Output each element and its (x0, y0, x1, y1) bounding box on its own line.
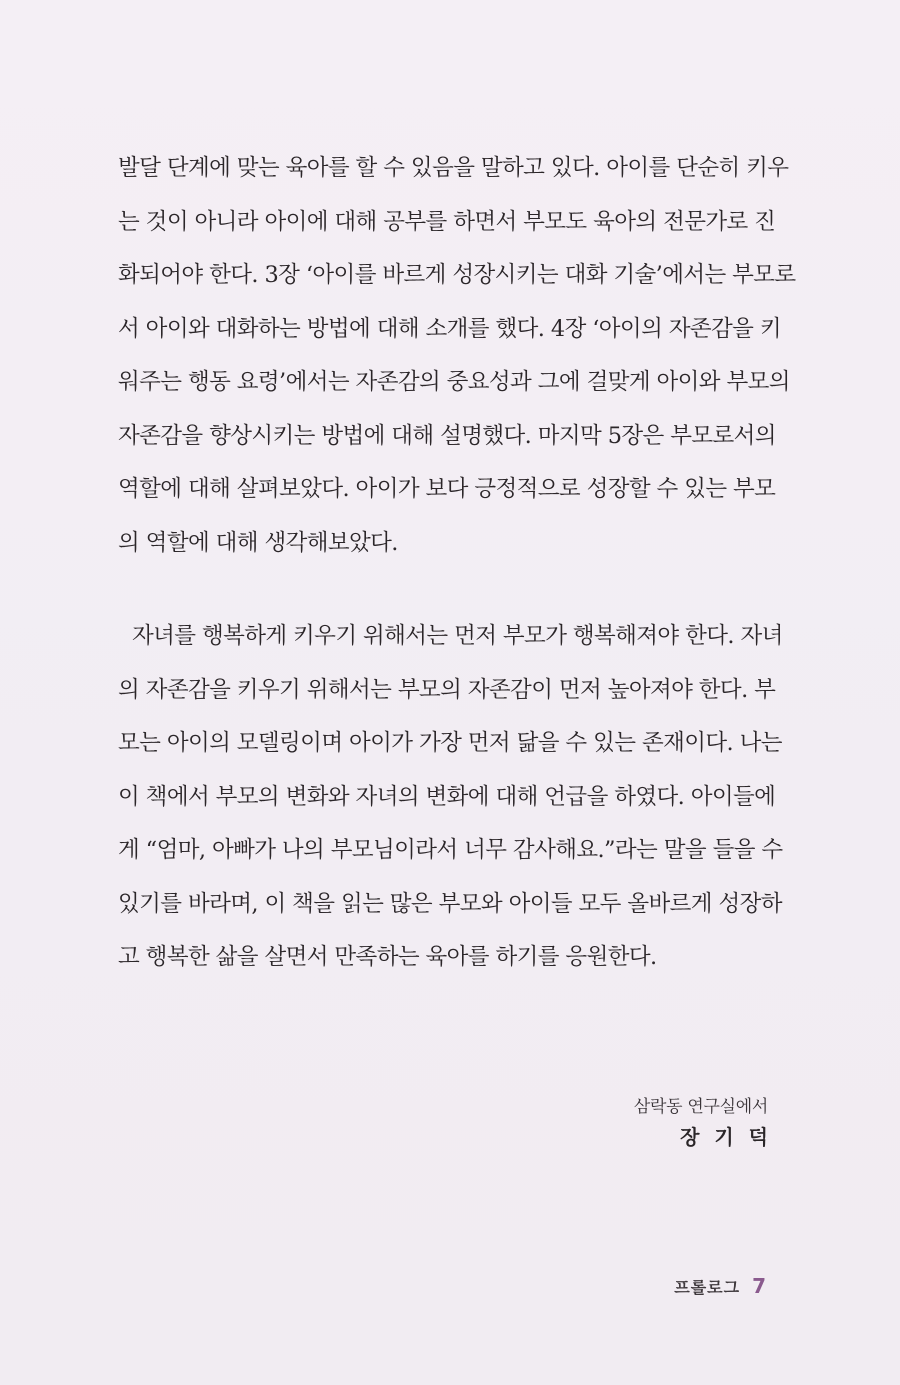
text-line: 역할에 대해 살펴보았다. 아이가 보다 긍정적으로 성장할 수 있는 부모 (118, 476, 776, 502)
text-line: 서 아이와 대화하는 방법에 대해 소개를 했다. 4장 ‘아이의 자존감을 키 (118, 315, 781, 342)
text-line: 는 것이 아니라 아이에 대해 공부를 하면서 부모도 육아의 전문가로 진 (118, 208, 776, 235)
text-line: 이 책에서 부모의 변화와 자녀의 변화에 대해 언급을 하였다. 아이들에 (118, 783, 776, 810)
text-line: 게 “엄마, 아빠가 나의 부모님이라서 너무 감사해요.”라는 말을 들을 수 (118, 837, 783, 863)
paragraph-1 (118, 142, 796, 570)
text-line: 워주는 행동 요령’에서는 자존감의 중요성과 그에 걸맞게 아이와 부모의 (118, 369, 790, 395)
page-number: 7 (752, 1274, 766, 1298)
text-line: 모는 아이의 모델링이며 아이가 가장 먼저 닮을 수 있는 존재이다. 나는 (118, 730, 782, 756)
text-line: 있기를 바라며, 이 책을 읽는 많은 부모와 아이들 모두 올바르게 성장하 (118, 890, 782, 917)
text-line: 자녀를 행복하게 키우기 위해서는 먼저 부모가 행복해져야 한다. 자녀 (132, 623, 783, 649)
page-footer (674, 1274, 766, 1298)
text-line: 고 행복한 삶을 살면서 만족하는 육아를 하기를 응원한다. (118, 944, 657, 970)
section-label: 프롤로그 (674, 1278, 741, 1297)
author-signature (633, 1094, 772, 1152)
text-line: 의 역할에 대해 생각해보았다. (118, 529, 398, 556)
text-line: 화되어야 한다. 3장 ‘아이를 바르게 성장시키는 대화 기술’에서는 부모로 (118, 262, 796, 288)
author-name: 장 기 덕 (680, 1125, 772, 1149)
paragraph-2 (118, 610, 783, 985)
text-line: 발달 단계에 맞는 육아를 할 수 있음을 말하고 있다. 아이를 단순히 키우 (118, 155, 789, 181)
text-line: 자존감을 향상시키는 방법에 대해 설명했다. 마지막 5장은 부모로서의 (118, 422, 776, 449)
signature-place: 삼락동 연구실에서 (633, 1097, 768, 1117)
text-line: 의 자존감을 키우기 위해서는 부모의 자존감이 먼저 높아져야 한다. 부 (118, 676, 776, 703)
